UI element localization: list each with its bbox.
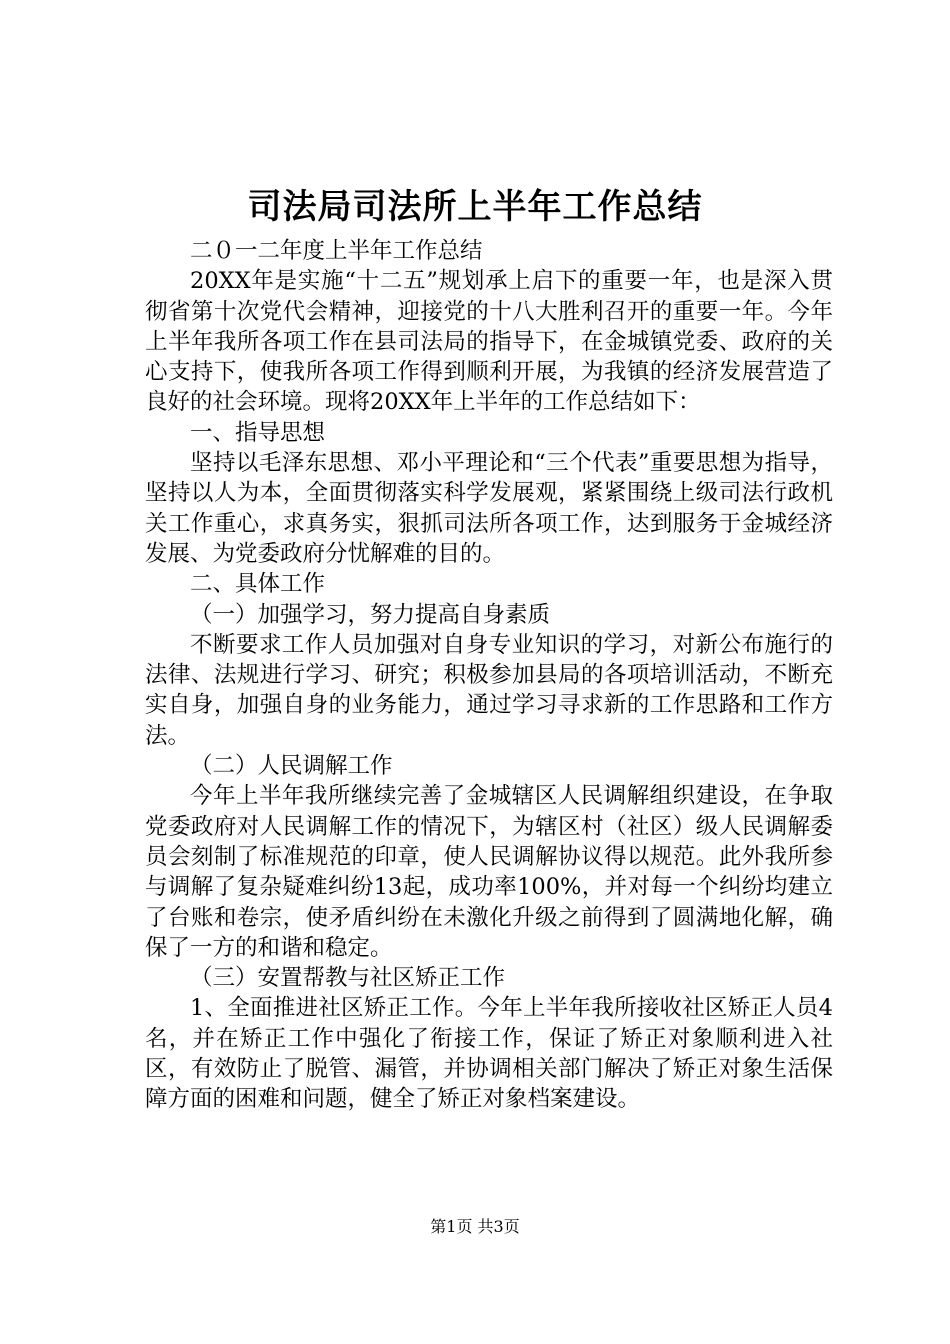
subsection-heading-resettlement: （三）安置帮教与社区矫正工作 <box>190 965 506 992</box>
community-correction-paragraph: 1、全面推进社区矫正工作。今年上半年我所接收社区矫正人员4名，并在矫正工作中强化了衔接工作，保证了矫正对象顺利进入社区，有效防止了脱管、漏管，并协调相关部门解决了矫正对象生活保障方面的困难和问题，健全了矫正对象档案建设。 <box>145 995 833 1113</box>
study-paragraph: 不断要求工作人员加强对自身专业知识的学习，对新公布施行的法律、法规进行学习、研究；积极参加县局的各项培训活动，不断充实自身，加强自身的业务能力，通过学习寻求新的工作思路和工作方法。 <box>145 631 833 749</box>
mediation-paragraph: 今年上半年我所继续完善了金城辖区人民调解组织建设，在争取党委政府对人民调解工作的情况下，为辖区村（社区）级人民调解委员会刻制了标准规范的印章，使人民调解协议得以规范。此外我所参与调解了复杂疑难纠纷13起，成功率100%，并对每一个纠纷均建立了台账和卷宗，使矛盾纠纷在未激化升级之前得到了圆满地化解，确保了一方的和谐和稳定。 <box>145 783 833 961</box>
document-subtitle: 二０一二年度上半年工作总结 <box>190 238 483 264</box>
intro-paragraph: 20XX年是实施“十二五”规划承上启下的重要一年，也是深入贯彻省第十次党代会精神，迎接党的十八大胜利召开的重要一年。今年上半年我所各项工作在县司法局的指导下，在金城镇党委、政府的关心支持下，使我所各项工作得到顺利开展，为我镇的经济发展营造了良好的社会环境。现将20XX年上半年的工作总结如下： <box>145 268 833 416</box>
subsection-heading-mediation: （二）人民调解工作 <box>190 753 393 780</box>
subsection-heading-study: （一）加强学习，努力提高自身素质 <box>190 601 551 628</box>
section-heading-specific-work: 二、具体工作 <box>190 571 326 598</box>
document-body <box>145 236 833 1115</box>
section-heading-guiding-thought: 一、指导思想 <box>190 419 326 446</box>
guiding-thought-paragraph: 坚持以毛泽东思想、邓小平理论和“三个代表”重要思想为指导，坚持以人为本，全面贯彻落实科学发展观，紧紧围绕上级司法行政机关工作重心，求真务实，狠抓司法所各项工作，达到服务于金城经济发展、为党委政府分忧解难的目的。 <box>145 450 833 567</box>
page-footer: 第1页 共3页 <box>430 1217 520 1236</box>
document-title: 司法局司法所上半年工作总结 <box>247 187 703 227</box>
